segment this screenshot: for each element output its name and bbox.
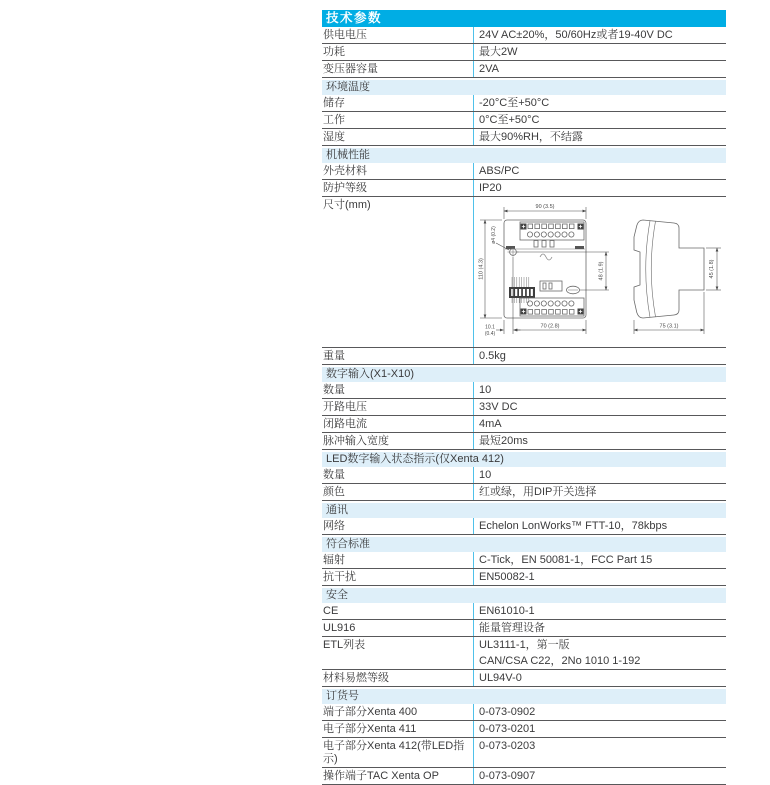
- row-value: [473, 721, 726, 737]
- dimension-labels: [479, 204, 716, 337]
- table-row: [322, 129, 726, 146]
- row-value-line: 0-073-0201: [479, 722, 536, 735]
- row-value-line: 最大2W: [479, 45, 518, 58]
- row-label: 功耗: [323, 45, 345, 58]
- table-row: [322, 27, 726, 44]
- dim-bottom-width-label: 70 (2.8): [540, 323, 560, 330]
- table-row: [322, 382, 726, 399]
- section-header: [322, 689, 726, 704]
- row-label: 防护等级: [323, 181, 367, 194]
- table-row: [322, 61, 726, 78]
- table-header: [322, 10, 726, 27]
- row-value: [473, 95, 726, 111]
- row-value-line: ABS/PC: [479, 164, 520, 177]
- table-row: [322, 348, 726, 365]
- table-row: [322, 552, 726, 569]
- row-label: 工作: [323, 113, 345, 126]
- row-value-line: 0°C至+50°C: [479, 113, 540, 126]
- row-value: [473, 637, 726, 669]
- row-label: CE: [323, 604, 339, 617]
- row-label: 抗干扰: [323, 570, 356, 583]
- row-label: 重量: [323, 349, 345, 362]
- row-value: [473, 197, 726, 347]
- row-label: 供电电压: [323, 28, 367, 41]
- row-label: 外壳材料: [323, 164, 367, 177]
- table-rows: [322, 27, 726, 785]
- row-value: [473, 518, 726, 534]
- row-label: 数量: [323, 468, 345, 481]
- row-label: UL916: [323, 621, 356, 634]
- row-value-line: 2VA: [479, 62, 499, 75]
- row-value-line: -20°C至+50°C: [479, 96, 550, 109]
- table-row: [322, 399, 726, 416]
- row-label: 端子部分Xenta 400: [323, 705, 418, 718]
- row-value-line: UL94V-0: [479, 671, 522, 684]
- section-header: [322, 148, 726, 163]
- row-value-line: 0-073-0203: [479, 739, 536, 752]
- row-value: [473, 180, 726, 196]
- section-label: 环境温度: [326, 81, 370, 93]
- row-value-line: IP20: [479, 181, 502, 194]
- row-label: 尺寸(mm): [323, 198, 371, 211]
- row-label: 闭路电流: [323, 417, 367, 430]
- row-value-line: EN61010-1: [479, 604, 535, 617]
- row-label: 电子部分Xenta 412(带LED指示): [323, 739, 465, 765]
- dim-offset-label-1: 10.1: [485, 324, 495, 331]
- table-row: [322, 518, 726, 535]
- spec-table: [322, 10, 726, 785]
- front-view: [504, 220, 586, 318]
- table-row: [322, 467, 726, 484]
- row-value: [473, 382, 726, 398]
- row-value: [473, 27, 726, 43]
- section-header: [322, 367, 726, 382]
- dim-side-depth-label: 75 (3.1): [659, 323, 679, 330]
- row-value-line: 33V DC: [479, 400, 518, 413]
- row-value-line: 0-073-0907: [479, 769, 536, 782]
- section-header: [322, 452, 726, 467]
- table-row: [322, 180, 726, 197]
- table-row: [322, 95, 726, 112]
- table-row: [322, 112, 726, 129]
- row-label: 变压器容量: [323, 62, 378, 75]
- section-label: LED数字输入状态指示(仅Xenta 412): [326, 453, 504, 465]
- row-value-line: 最大90%RH，不结露: [479, 130, 583, 143]
- row-value-line: 0.5kg: [479, 349, 506, 362]
- table-row: [322, 44, 726, 61]
- row-label: 电子部分Xenta 411: [323, 722, 417, 735]
- row-value: [473, 603, 726, 619]
- row-value: [473, 129, 726, 145]
- dim-hole-label: ø4 (0.2): [491, 226, 497, 244]
- section-header: [322, 537, 726, 552]
- row-value-line: 4mA: [479, 417, 502, 430]
- table-title: 技术参数: [326, 11, 383, 25]
- row-value-line: 24V AC±20%，50/60Hz或者19-40V DC: [479, 28, 673, 41]
- row-value: [473, 399, 726, 415]
- row-value-line: Echelon LonWorks™ FTT-10，78kbps: [479, 519, 668, 532]
- row-label: 湿度: [323, 130, 345, 143]
- row-value-line: 红或绿，用DIP开关选择: [479, 485, 597, 498]
- row-label: 数量: [323, 383, 345, 396]
- row-label: 颜色: [323, 485, 345, 498]
- table-row: [322, 569, 726, 586]
- section-label: 安全: [326, 589, 348, 601]
- table-row: [322, 620, 726, 637]
- brand-mark: [540, 254, 552, 260]
- row-value: [473, 61, 726, 77]
- row-value: [473, 704, 726, 720]
- table-row: [322, 768, 726, 785]
- row-value: [473, 484, 726, 500]
- row-value: [473, 569, 726, 585]
- table-row: [322, 603, 726, 620]
- row-value: [473, 768, 726, 784]
- row-value: [473, 416, 726, 432]
- table-row: [322, 433, 726, 450]
- row-label: 网络: [323, 519, 345, 532]
- row-value: [473, 433, 726, 449]
- row-value: [473, 44, 726, 60]
- row-value: [473, 738, 726, 767]
- table-row: [322, 163, 726, 180]
- row-label: 操作端子TAC Xenta OP: [323, 769, 439, 782]
- top-terminal-screws: [527, 224, 574, 237]
- table-row: [322, 197, 726, 348]
- table-row: [322, 416, 726, 433]
- row-label: 开路电压: [323, 400, 367, 413]
- table-row: [322, 484, 726, 501]
- section-label: 通讯: [326, 504, 348, 516]
- table-row: [322, 670, 726, 687]
- row-value: [473, 467, 726, 483]
- dim-left-height-label: 110 (4.3): [478, 258, 485, 280]
- table-row: [322, 704, 726, 721]
- row-label: 辐射: [323, 553, 345, 566]
- dim-offset-label-2: (0.4): [484, 331, 496, 337]
- row-label: 材料易燃等级: [323, 671, 389, 684]
- section-label: 订货号: [326, 690, 359, 702]
- row-value: [473, 620, 726, 636]
- bottom-terminal-screws: [527, 301, 574, 314]
- section-header: [322, 80, 726, 95]
- row-value-line: C-Tick，EN 50081-1，FCC Part 15: [479, 553, 653, 566]
- row-value-line: 10: [479, 468, 492, 481]
- row-value-line: UL3111-1，第一版: [479, 638, 570, 651]
- section-header: [322, 503, 726, 518]
- row-value-line: 10: [479, 383, 492, 396]
- dim-side-height-label: 45 (1.8): [709, 259, 715, 279]
- section-header: [322, 588, 726, 603]
- row-value-line: EN50082-1: [479, 570, 535, 583]
- row-value: [473, 163, 726, 179]
- section-label: 数字输入(X1-X10): [326, 368, 415, 380]
- dimensions-diagram: [476, 199, 726, 349]
- row-value: [473, 552, 726, 568]
- row-label: 储存: [323, 96, 345, 109]
- section-label: 符合标准: [326, 538, 370, 550]
- row-value-line: 能量管理设备: [479, 621, 545, 634]
- side-view: [634, 220, 704, 318]
- row-value-line: 最短20ms: [479, 434, 528, 447]
- dim-inner-height-label: 48 (1.9): [598, 261, 605, 281]
- row-label: ETL列表: [323, 638, 366, 651]
- row-value: [473, 348, 726, 364]
- table-row: [322, 721, 726, 738]
- table-row: [322, 637, 726, 670]
- table-row: [322, 738, 726, 768]
- section-label: 机械性能: [326, 149, 370, 161]
- dim-top-width-label: 90 (3.5): [535, 204, 555, 210]
- row-value-line: 0-073-0902: [479, 705, 536, 718]
- row-value-line: CAN/CSA C22，2No 1010 1-192: [479, 654, 641, 667]
- row-value: [473, 112, 726, 128]
- row-label: 脉冲输入宽度: [323, 434, 389, 447]
- row-value: [473, 670, 726, 686]
